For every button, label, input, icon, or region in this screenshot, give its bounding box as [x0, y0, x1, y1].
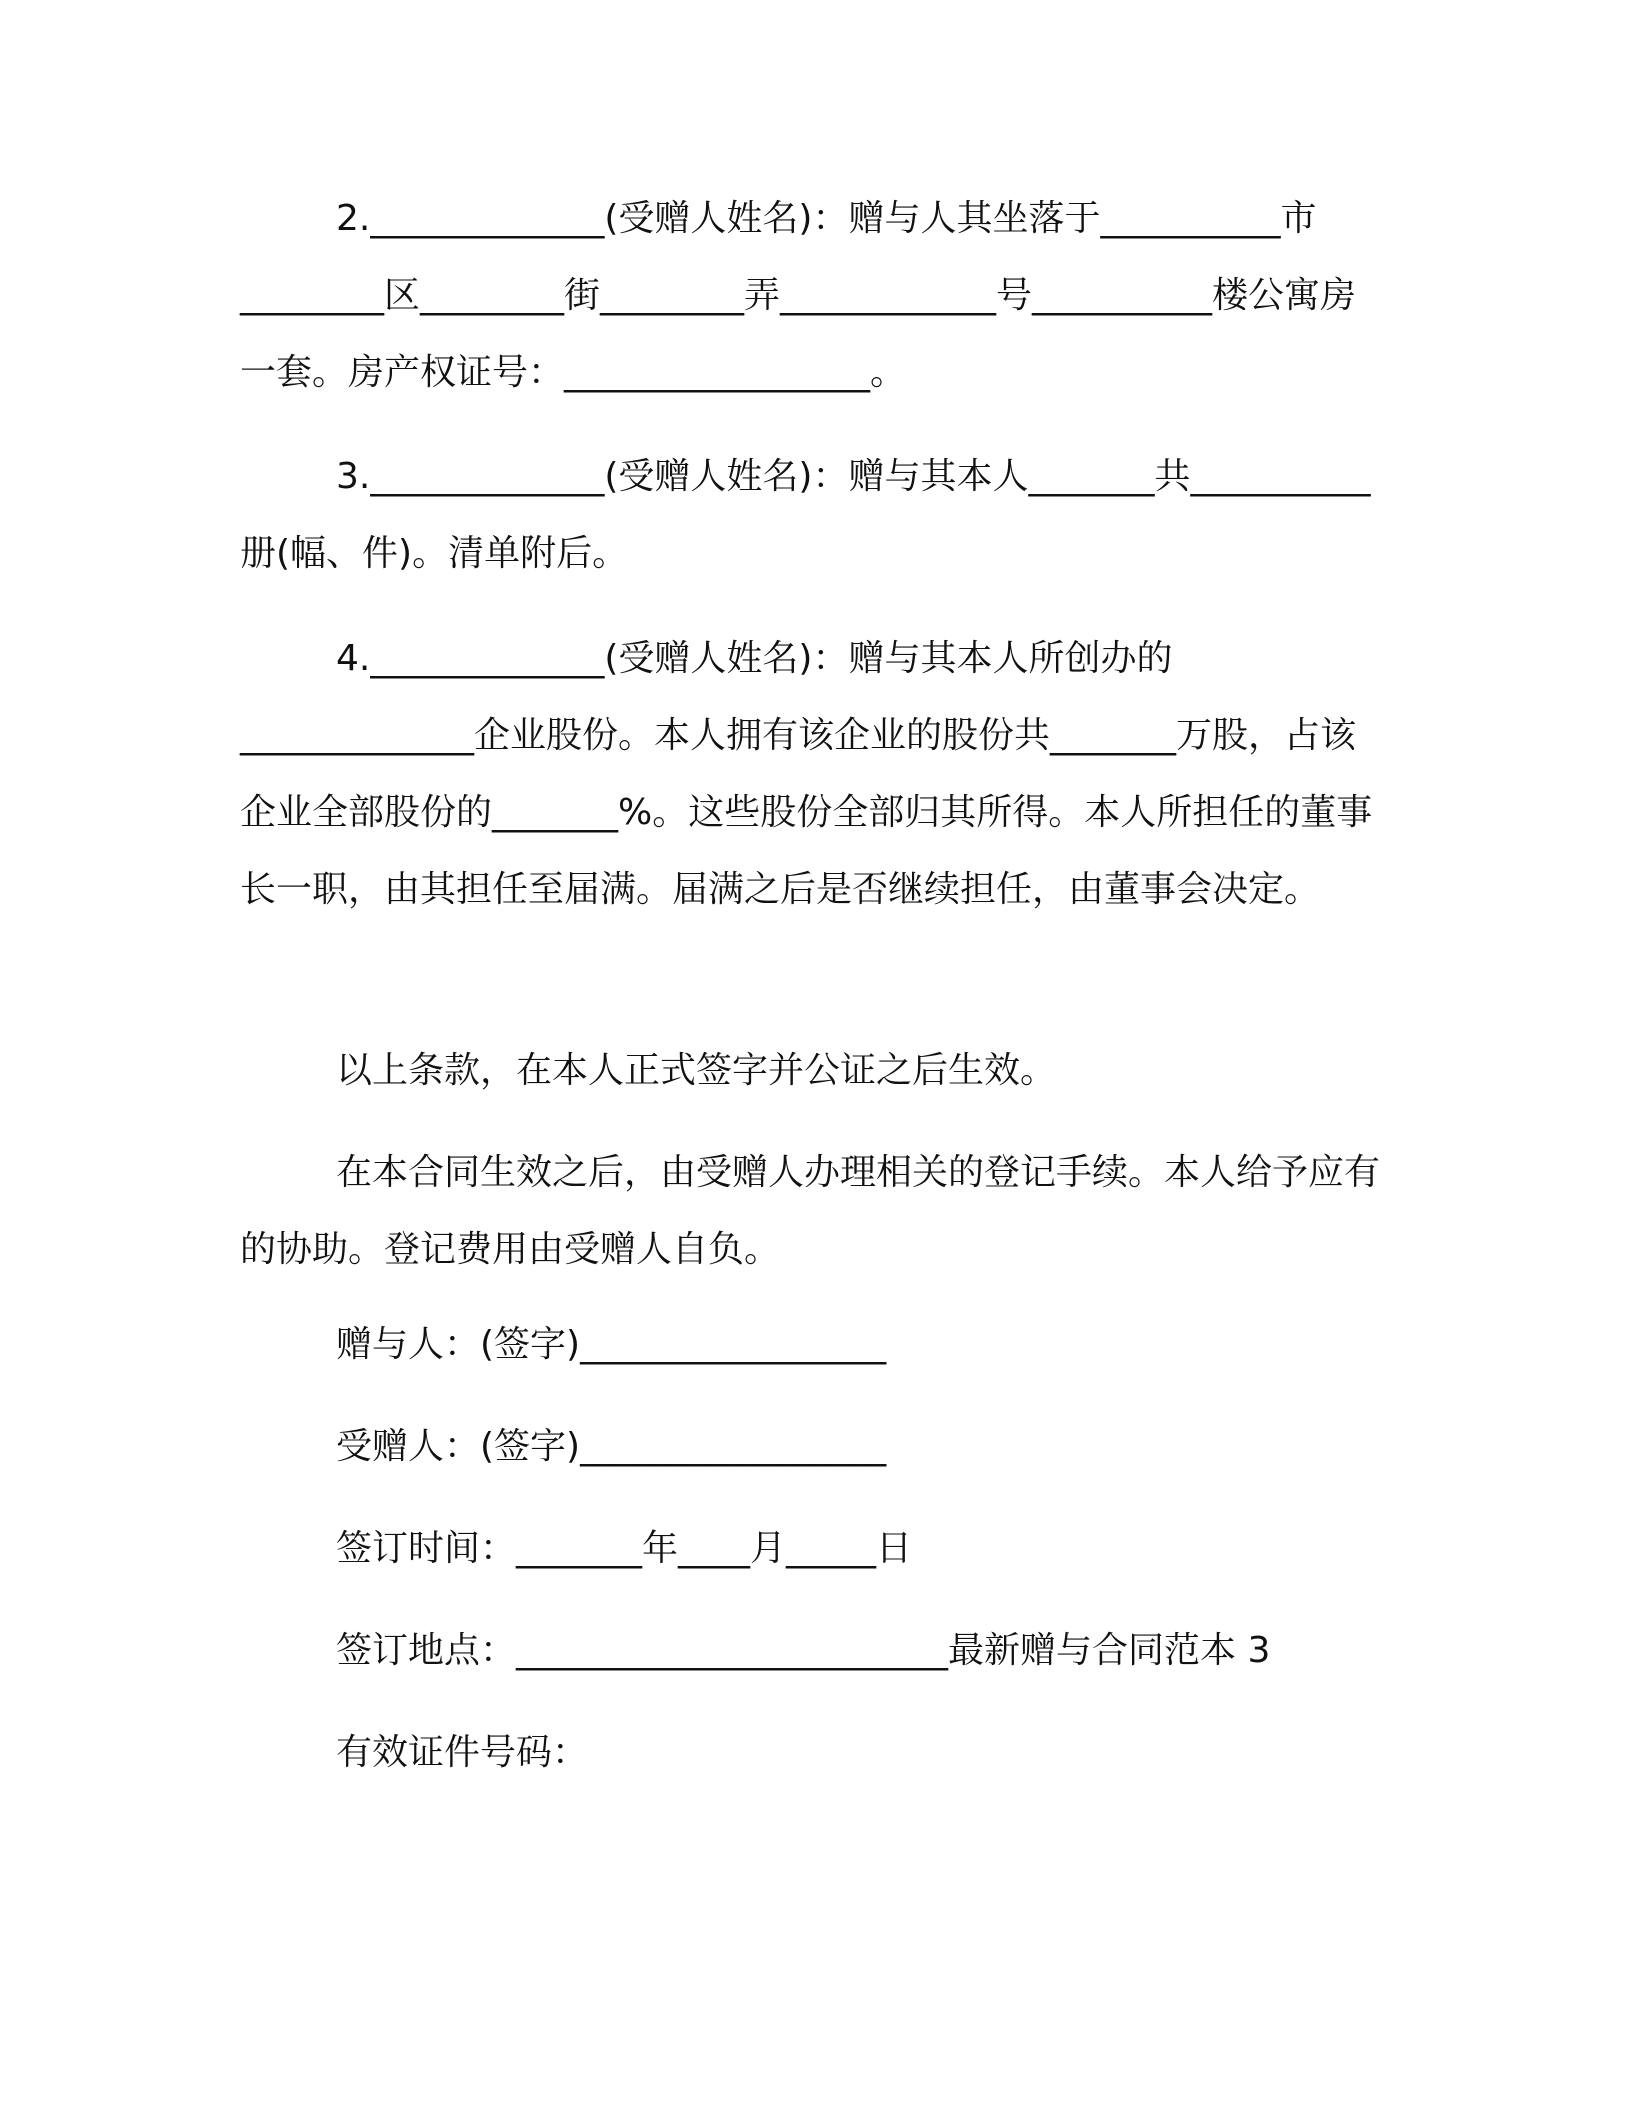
registration-clause: 在本合同生效之后，由受赠人办理相关的登记手续。本人给予应有的协助。登记费用由受赠人自负。 [240, 1152, 1381, 1270]
clause-3: 3._____________(受赠人姓名)：赠与其本人_______共__________册(幅、件)。清单附后。 [240, 456, 1371, 574]
signing-date-line: 签订时间：_______年____月_____日 [336, 1528, 913, 1569]
id-number-line: 有效证件号码： [336, 1732, 589, 1773]
effective-clause: 以上条款，在本人正式签字并公证之后生效。 [336, 1050, 1057, 1091]
donee-signature-line: 受赠人：(签字)_________________ [336, 1426, 887, 1467]
signing-place-line: 签订地点：________________________最新赠与合同范本 3 [336, 1630, 1271, 1671]
clause-4: 4._____________(受赠人姓名)：赠与其本人所创办的_____________企业股份。本人拥有该企业的股份共_______万股，占该企业全部股份的_______%。这些股份全部归其所得。本人所担任的董事长一职，由其担任至届满。届满之后是否继续担任，由董事会决定。 [240, 638, 1373, 910]
donor-signature-line: 赠与人：(签字)_________________ [336, 1324, 887, 1365]
clause-2: 2._____________(受赠人姓名)：赠与人其坐落于__________市________区________街________弄____________号__________楼公寓房一套。房产权证号：_________________。 [240, 198, 1356, 393]
